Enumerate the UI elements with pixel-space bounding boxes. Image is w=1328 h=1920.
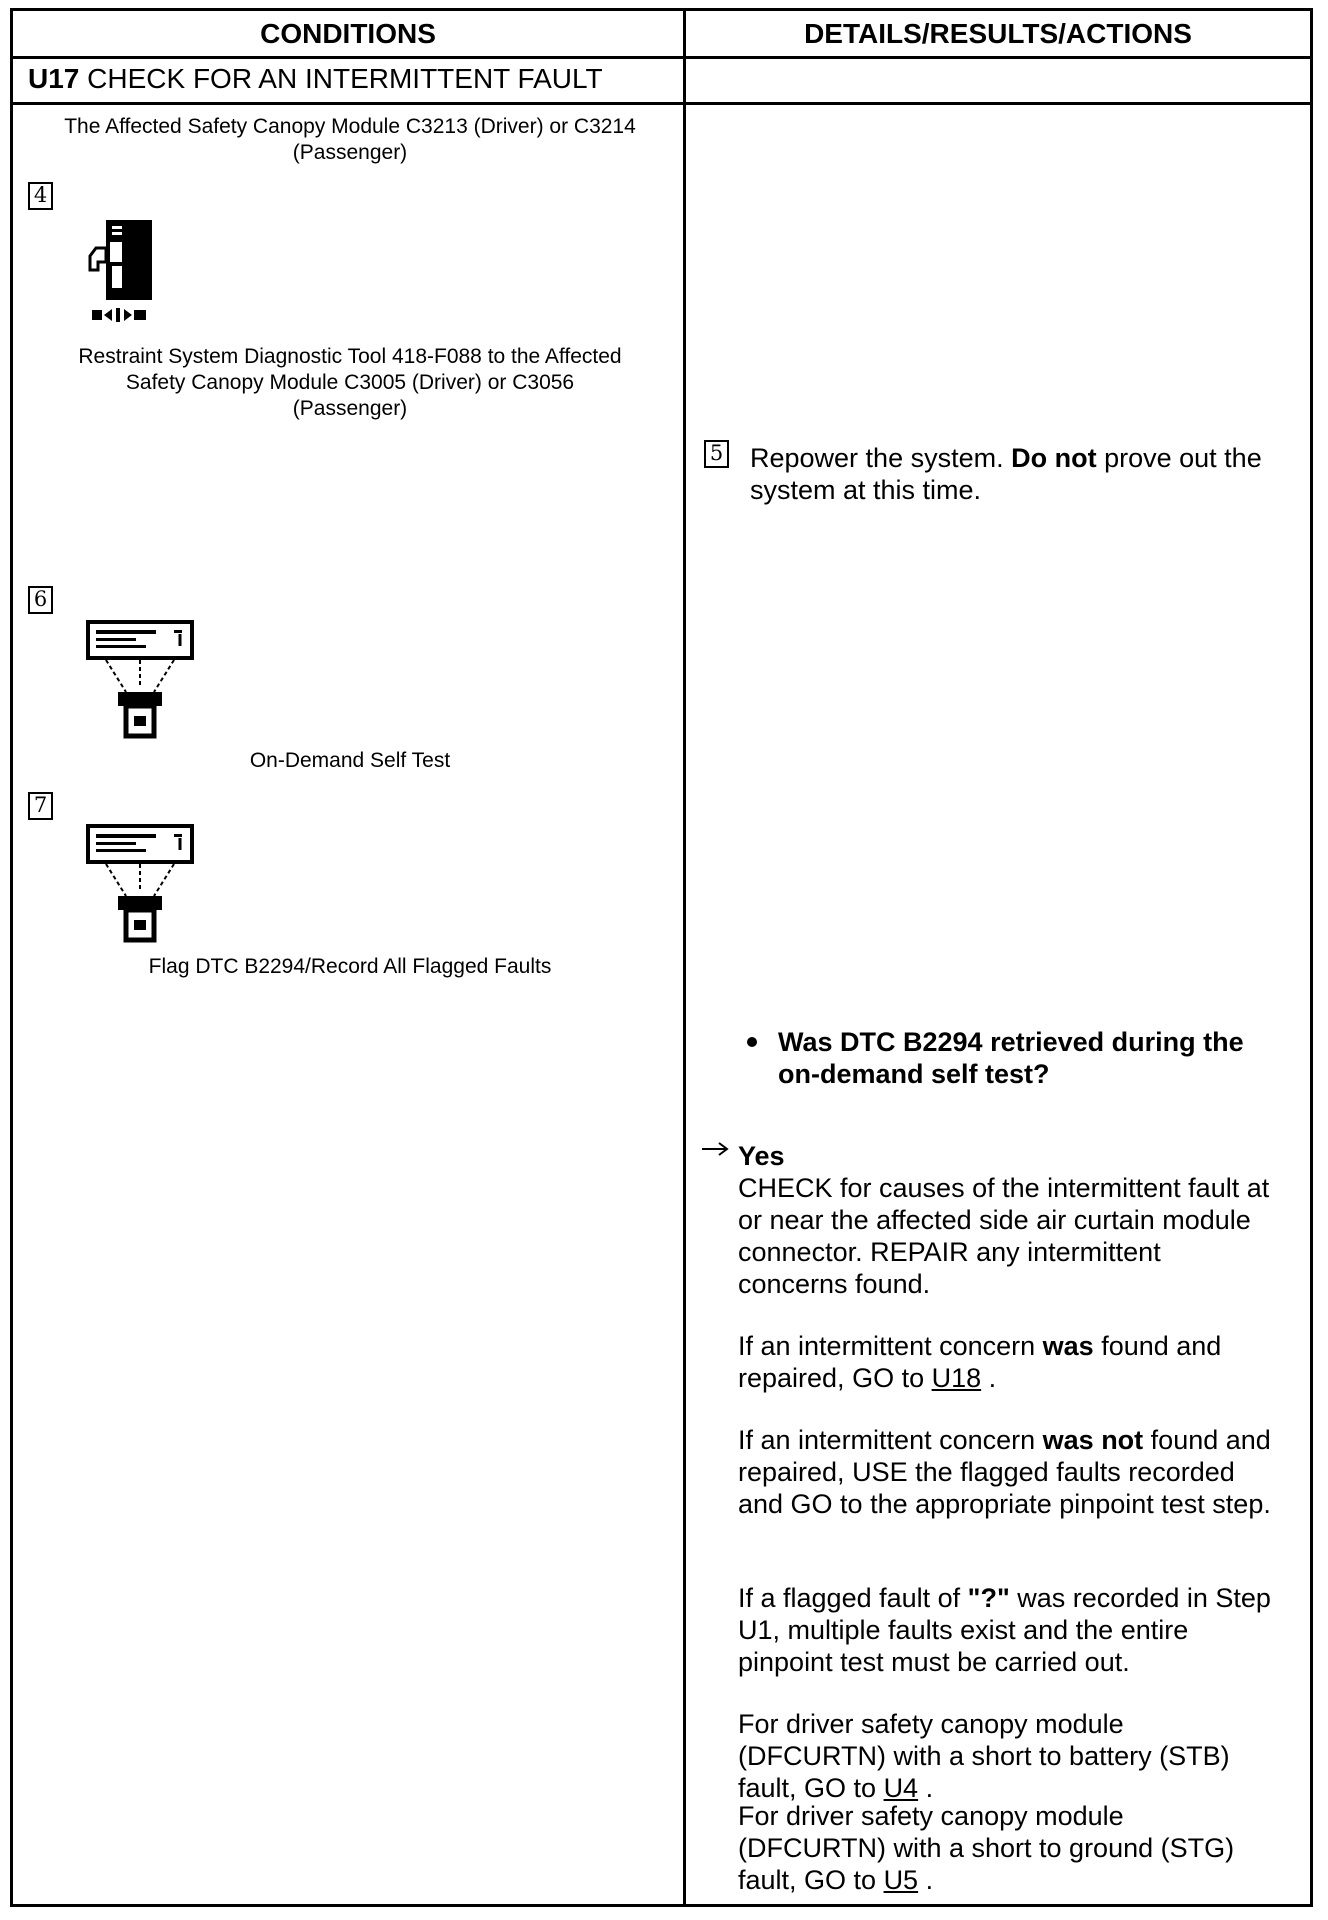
section-rule <box>10 102 1313 105</box>
link-u18[interactable]: U18 <box>931 1363 982 1393</box>
step-5-text: Repower the system. Do not prove out the system at this time. <box>750 443 1262 505</box>
step-7-caption: Flag DTC B2294/Record All Flagged Faults <box>148 955 552 978</box>
intro-line-2: (Passenger) <box>292 141 408 164</box>
yes-paragraph-5: For driver safety canopy module (DFCURTN) with a short to battery (STB) fault, GO to U4 . <box>738 1709 1230 1803</box>
yes-paragraph-2: If an intermittent concern was found and repaired, GO to U18 . <box>738 1331 1222 1393</box>
step-4-box: 4 <box>28 182 53 210</box>
yes-paragraph-6: For driver safety canopy module (DFCURTN) with a short to ground (STG) fault, GO to U5 . <box>738 1801 1235 1895</box>
step-7-box: 7 <box>28 792 53 820</box>
bullet-dot <box>747 1037 757 1047</box>
details-header: DETAILS/RESULTS/ACTIONS <box>804 18 1192 49</box>
arrow-right-icon <box>702 1142 730 1156</box>
intro-line-1: The Affected Safety Canopy Module C3213 (Driver) or C3214 <box>64 115 636 138</box>
header-rule <box>10 56 1313 59</box>
yes-paragraph-4: If a flagged fault of "?" was recorded in Step U1, multiple faults exist and the entire pinpoint test must be carried out. <box>738 1583 1271 1677</box>
intro-condition <box>30 114 670 166</box>
section-title <box>28 61 603 97</box>
question-text: Was DTC B2294 retrieved during the on-demand self test? <box>778 1027 1244 1089</box>
scan-tool-icon <box>86 620 194 738</box>
yes-paragraph-3: If an intermittent concern was not found and repaired, USE the flagged faults recorded and GO to the appropriate pinpoint test step. <box>738 1425 1271 1519</box>
step-4-caption-line-3: (Passenger) <box>292 397 408 420</box>
link-u4[interactable]: U4 <box>883 1773 919 1803</box>
conditions-header: CONDITIONS <box>260 18 436 49</box>
section-text: CHECK FOR AN INTERMITTENT FAULT <box>87 63 603 94</box>
section-code: U17 <box>28 63 80 94</box>
link-u5[interactable]: U5 <box>883 1865 919 1895</box>
step-6-caption: On-Demand Self Test <box>249 749 451 772</box>
yes-label: Yes <box>738 1141 785 1171</box>
step-5-box: 5 <box>704 440 729 468</box>
connect-tool-icon <box>86 218 176 324</box>
step-4-caption-line-2: Safety Canopy Module C3005 (Driver) or C3056 <box>125 371 575 394</box>
step-6-box: 6 <box>28 586 53 614</box>
column-divider <box>683 8 686 1907</box>
scan-tool-icon <box>86 824 194 942</box>
step-4-caption-line-1: Restraint System Diagnostic Tool 418-F088 to the Affected <box>78 345 622 368</box>
step-4-caption <box>30 344 670 422</box>
yes-paragraph-1: CHECK for causes of the intermittent fault at or near the affected side air curtain module connector. REPAIR any intermittent concerns found. <box>738 1173 1270 1299</box>
